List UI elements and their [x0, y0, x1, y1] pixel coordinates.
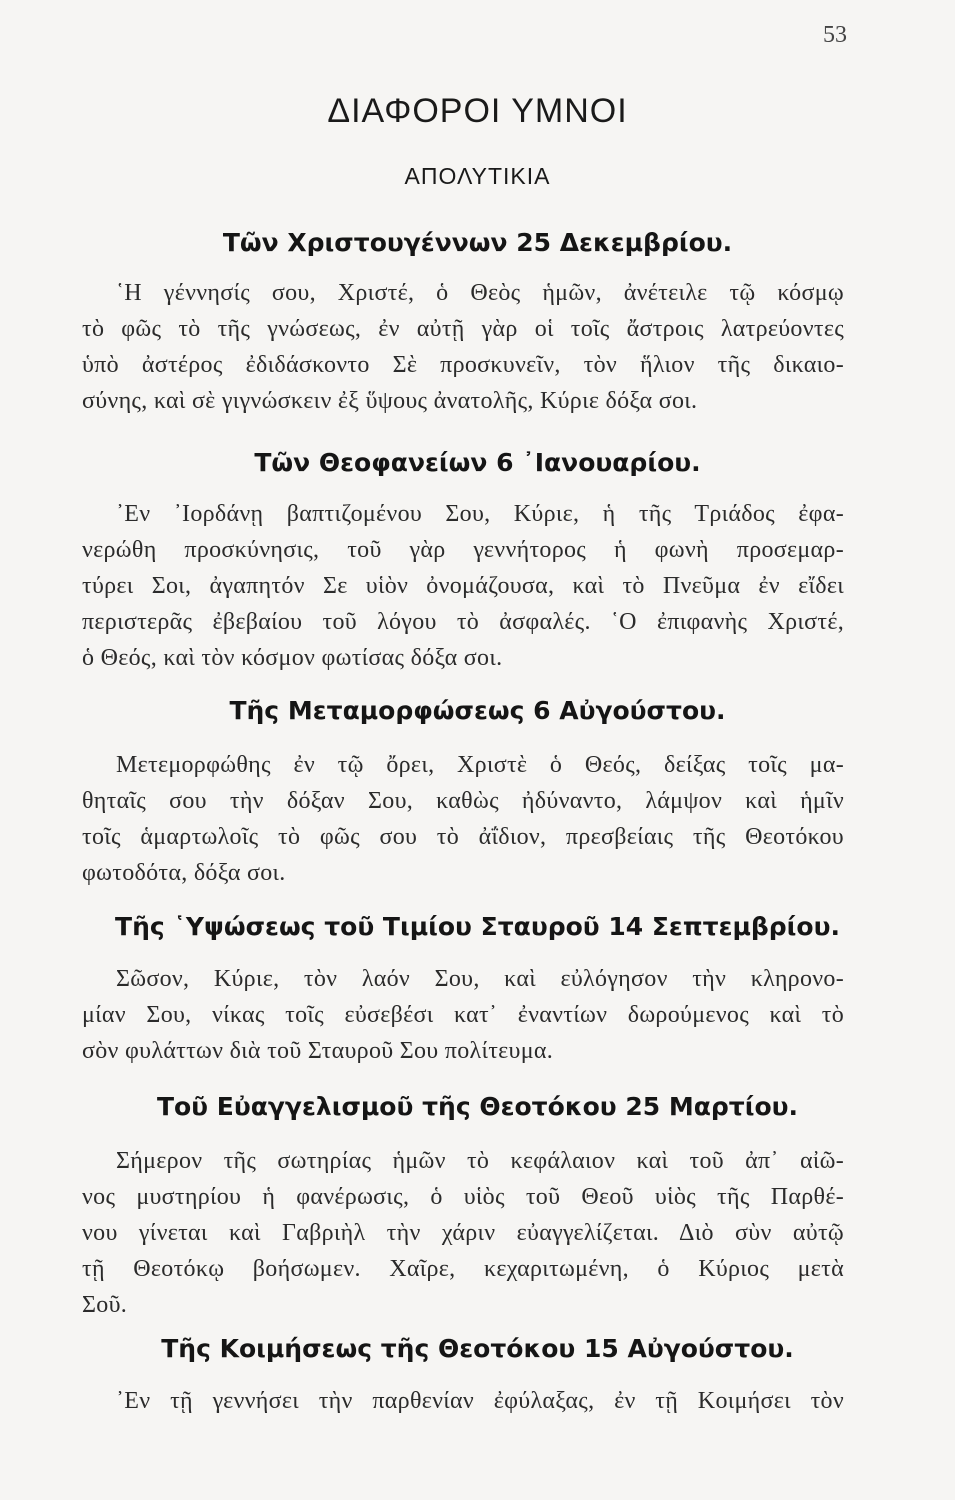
hymn-heading-dormition: Τῆς Κοιμήσεως τῆς Θεοτόκου 15 Αὐγούστου.: [161, 1334, 794, 1363]
hymn-line: φωτοδότα, δόξα σοι.: [82, 860, 286, 886]
hymn-heading-theophany: Τῶν Θεοφανείων 6 ᾿Ιανουαρίου.: [254, 448, 701, 477]
hymn-heading-christmas: Τῶν Χριστουγέννων 25 Δεκεμβρίου.: [222, 228, 733, 257]
hymn-heading-exaltation-cross: Τῆς ῾Υψώσεως τοῦ Τιμίου Σταυροῦ 14 Σεπτεμβρίου.: [115, 912, 840, 941]
section-subtitle: ΑΠΟΛΥΤΙΚΙΑ: [404, 163, 551, 189]
hymn-line: ὁ Θεός, καὶ τὸν κόσμον φωτίσας δόξα σοι.: [82, 645, 503, 671]
page-title: ΔΙΑΦΟΡΟΙ ΥΜΝΟΙ: [327, 92, 628, 130]
hymn-line: τύρει Σοι, ἀγαπητόν Σε υἱὸν ὀνομάζουσα, καὶ τὸ Πνεῦμα ἐν εἴδει: [82, 573, 844, 599]
hymn-line: θηταῖς σου τὴν δόξαν Σου, καθὼς ἠδύναντο, λάμψον καὶ ἡμῖν: [82, 788, 844, 814]
hymn-line: τοῖς ἁμαρτωλοῖς τὸ φῶς σου τὸ ἀΐδιον, πρεσβείαις τῆς Θεοτόκου: [82, 824, 844, 850]
hymn-line: Σήμερον τῆς σωτηρίας ἡμῶν τὸ κεφάλαιον καὶ τοῦ ἀπ᾿ αἰῶ-: [116, 1148, 844, 1174]
hymn-line: ᾿Εν ᾿Ιορδάνῃ βαπτιζομένου Σου, Κύριε, ἡ τῆς Τριάδος ἐφα-: [116, 501, 844, 527]
hymn-line: νερώθη προσκύνησις, τοῦ γὰρ γεννήτορος ἡ φωνὴ προσεμαρ-: [82, 537, 844, 563]
hymn-line: ᾿Εν τῇ γεννήσει τὴν παρθενίαν ἐφύλαξας, ἐν τῇ Κοιμήσει τὸν: [116, 1388, 844, 1414]
hymn-line: τῇ Θεοτόκῳ βοήσωμεν. Χαῖρε, κεχαριτωμένη, ὁ Κύριος μετὰ: [82, 1256, 844, 1282]
hymn-line: μίαν Σου, νίκας τοῖς εὐσεβέσι κατ᾿ ἐναντίων δωρούμενος καὶ τὸ: [82, 1002, 844, 1028]
hymn-line: Σῶσον, Κύριε, τὸν λαόν Σου, καὶ εὐλόγησον τὴν κληρονο-: [116, 966, 844, 992]
hymn-line: Μετεμορφώθης ἐν τῷ ὄρει, Χριστὲ ὁ Θεός, δείξας τοῖς μα-: [116, 752, 844, 778]
hymn-line: σὸν φυλάττων διὰ τοῦ Σταυροῦ Σου πολίτευμα.: [82, 1038, 554, 1064]
hymn-line: νου γίνεται καὶ Γαβριὴλ τὴν χάριν εὐαγγελίζεται. Διὸ σὺν αὐτῷ: [82, 1220, 844, 1246]
hymn-line: νος μυστηρίου ἡ φανέρωσις, ὁ υἱὸς τοῦ Θεοῦ υἱὸς τῆς Παρθέ-: [82, 1184, 844, 1210]
hymn-heading-annunciation: Τοῦ Εὐαγγελισμοῦ τῆς Θεοτόκου 25 Μαρτίου.: [156, 1092, 799, 1121]
hymn-line: ῾Η γέννησίς σου, Χριστέ, ὁ Θεὸς ἡμῶν, ἀνέτειλε τῷ κόσμῳ: [116, 280, 844, 306]
hymn-line: Σοῦ.: [82, 1292, 128, 1318]
hymn-line: περιστερᾶς ἐβεβαίου τοῦ λόγου τὸ ἀσφαλές. ῾Ο ἐπιφανὴς Χριστέ,: [82, 609, 844, 635]
hymn-line: ὑπὸ ἀστέρος ἐδιδάσκοντο Σὲ προσκυνεῖν, τὸν ἥλιον τῆς δικαιο-: [82, 352, 844, 378]
hymn-heading-transfiguration: Τῆς Μεταμορφώσεως 6 Αὐγούστου.: [229, 696, 726, 725]
hymn-line: σύνης, καὶ σὲ γιγνώσκειν ἐξ ὕψους ἀνατολῆς, Κύριε δόξα σοι.: [82, 388, 698, 414]
page-number: 53: [823, 22, 847, 48]
hymn-line: τὸ φῶς τὸ τῆς γνώσεως, ἐν αὐτῇ γὰρ οἱ τοῖς ἄστροις λατρεύοντες: [82, 316, 844, 342]
